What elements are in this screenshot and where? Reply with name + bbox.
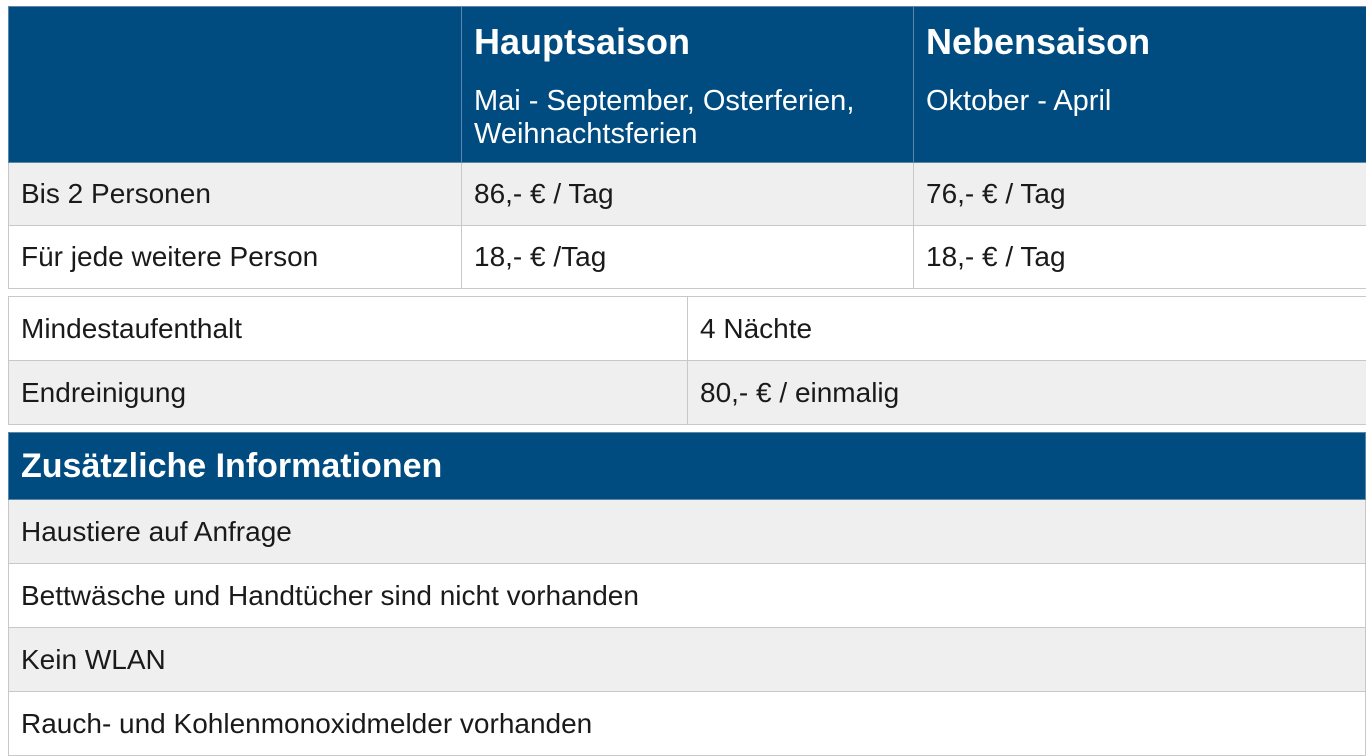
info-item: Bettwäsche und Handtücher sind nicht vorhanden	[9, 564, 1366, 628]
list-item	[9, 692, 1366, 756]
high-season-price: 18,- € /Tag	[462, 226, 914, 289]
low-season-price: 76,- € / Tag	[914, 163, 1366, 226]
list-item	[9, 564, 1366, 628]
row-label: Für jede weitere Person	[9, 226, 462, 289]
stay-table	[8, 296, 1366, 425]
high-season-range: Mai - September, Osterferien, Weihnachtsferien	[474, 85, 855, 150]
price-header-empty-cell	[9, 7, 462, 163]
low-season-title: Nebensaison	[926, 21, 1151, 62]
info-item: Kein WLAN	[9, 628, 1366, 692]
table-row	[9, 163, 1366, 226]
high-season-header	[462, 7, 914, 163]
high-season-title: Hauptsaison	[474, 21, 691, 62]
high-season-price: 86,- € / Tag	[462, 163, 914, 226]
info-item: Haustiere auf Anfrage	[9, 500, 1366, 564]
info-title: Zusätzliche Informationen	[9, 433, 1366, 500]
row-value: 80,- € / einmalig	[688, 361, 1366, 425]
info-table	[8, 432, 1366, 756]
list-item	[9, 628, 1366, 692]
price-table	[8, 6, 1366, 289]
low-season-price: 18,- € / Tag	[914, 226, 1366, 289]
table-row	[9, 361, 1366, 425]
row-label: Bis 2 Personen	[9, 163, 462, 226]
list-item	[9, 500, 1366, 564]
info-header-row	[9, 433, 1366, 500]
row-label: Mindestaufenthalt	[9, 297, 688, 361]
table-row	[9, 297, 1366, 361]
row-value: 4 Nächte	[688, 297, 1366, 361]
info-item: Rauch- und Kohlenmonoxidmelder vorhanden	[9, 692, 1366, 756]
low-season-range: Oktober - April	[926, 85, 1112, 117]
low-season-header	[914, 7, 1366, 163]
price-header-row	[9, 7, 1366, 163]
table-row	[9, 226, 1366, 289]
row-label: Endreinigung	[9, 361, 688, 425]
